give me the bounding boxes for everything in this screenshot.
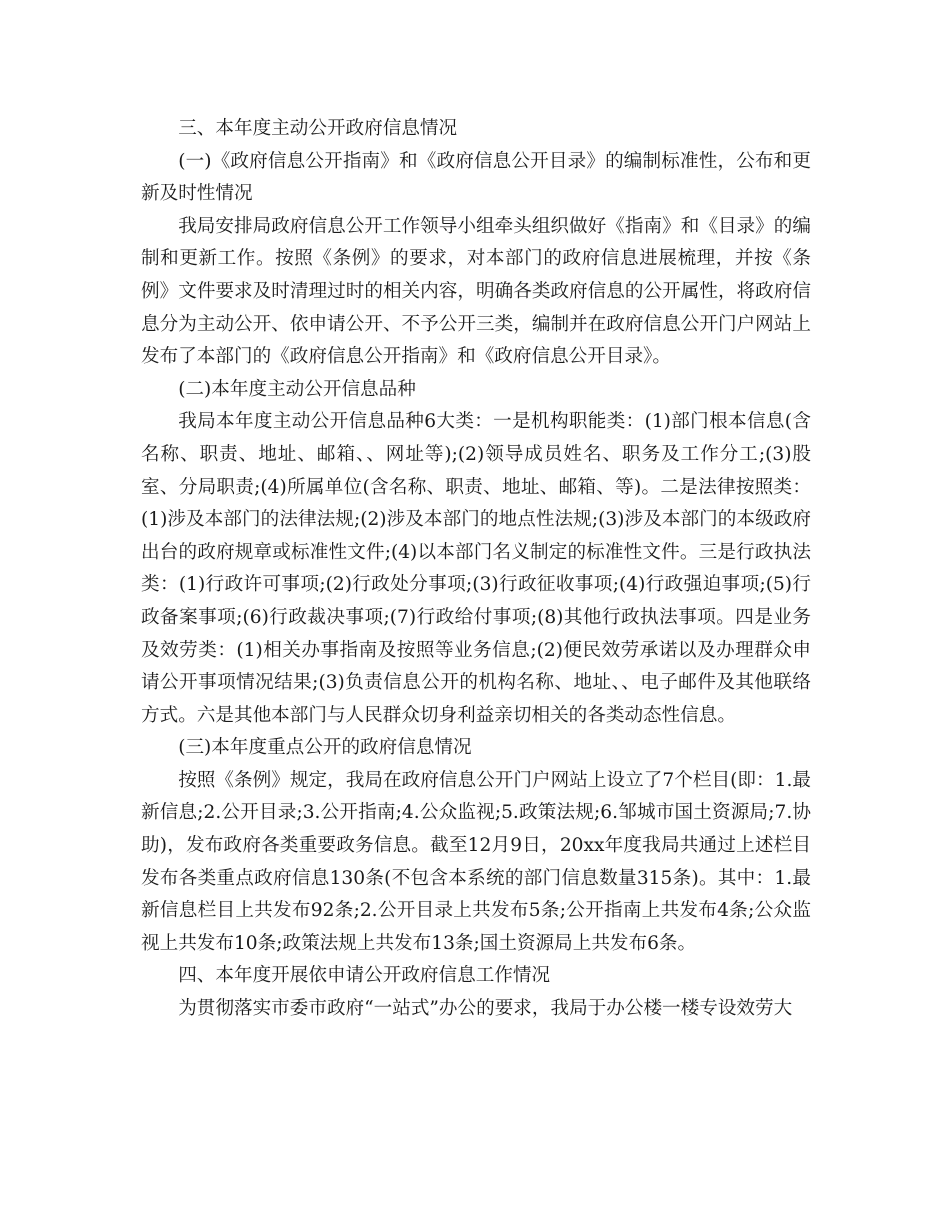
paragraph-guide-catalog: 我局安排局政府信息公开工作领导小组牵头组织做好《指南》和《目录》的编制和更新工作。按照《条例》的要求，对本部门的政府信息进展梳理，并按《条例》文件要求及时清理过时的相关内容，明确各类政府信息的公开属性，将政府信息分为主动公开、依申请公开、不予公开三类，编制并在政府信息公开门户网站上发布了本部门的《政府信息公开指南》和《政府信息公开目录》。 — [141, 215, 811, 368]
subsection-heading-1: (一)《政府信息公开指南》和《政府信息公开目录》的编制标准性，公布和更新及时性情况 — [141, 150, 811, 205]
section-heading-3: 三、本年度主动公开政府信息情况 — [178, 118, 458, 139]
paragraph-info-categories: 我局本年度主动公开信息品种6大类：一是机构职能类：(1)部门根本信息(含名称、职责、地址、邮箱、、网址等);(2)领导成员姓名、职务及工作分工;(3)股室、分局职责;(4)所属单位(含名称、职责、地址、邮箱、等)。二是法律按照类：(1)涉及本部门的法律法规;(2)涉及本部门的地点性法规;(3)涉及本部门的本级政府出台的政府规章或标准性文件;(4)以本部门名义制定的标准性文件。三是行政执法类：(1)行政许可事项;(2)行政处分事项;(3)行政征收事项;(4)行政强迫事项;(5)行政备案事项;(6)行政裁决事项;(7)行政给付事项;(8)其他行政执法事项。四是业务及效劳类：(1)相关办事指南及按照等业务信息;(2)便民效劳承诺以及办理群众申请公开事项情况结果;(3)负责信息公开的机构名称、地址、、电子邮件及其他联络方式。六是其他本部门与人民群众切身利益亲切相关的各类动态性信息。 — [141, 411, 811, 726]
paragraph-application: 为贯彻落实市委市政府“一站式”办公的要求，我局于办公楼一楼专设效劳大 — [178, 998, 793, 1020]
subsection-heading-2: (二)本年度主动公开信息品种 — [178, 378, 416, 400]
document-body — [141, 113, 811, 1026]
paragraph-key-info: 按照《条例》规定，我局在政府信息公开门户网站上设立了7个栏目(即：1.最新信息;2.公开目录;3.公开指南;4.公众监视;5.政策法规;6.邹城市国土资源局;7.协助)，发布政府各类重要政务信息。截至12月9日，20xx年度我局共通过上述栏目发布各类重点政府信息130条(不包含本系统的部门信息数量315条)。其中：1.最新信息栏目上共发布92条;2.公开目录上共发布5条;公开指南上共发布4条;公众监视上共发布10条;政策法规上共发布13条;国土资源局上共发布6条。 — [141, 769, 811, 954]
subsection-heading-3: (三)本年度重点公开的政府信息情况 — [178, 737, 472, 759]
section-heading-4: 四、本年度开展依申请公开政府信息工作情况 — [178, 965, 551, 987]
